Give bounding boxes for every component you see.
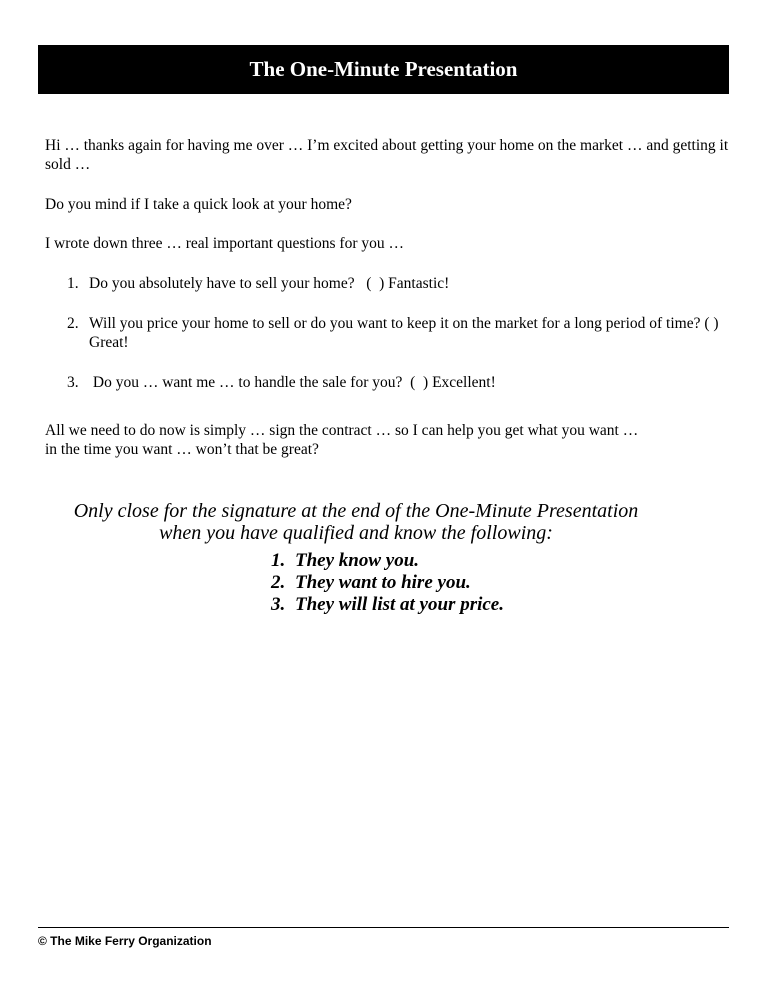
question-text: Do you … want me … to handle the sale for you? ( ) Excellent! — [89, 374, 496, 391]
page-title-bar — [38, 45, 729, 94]
note-item-number: 2. — [271, 572, 286, 593]
note-list-item — [271, 594, 504, 616]
question-text: Do you absolutely have to sell your home? ( ) Fantastic! — [89, 275, 450, 292]
question-number: 2. — [67, 315, 79, 332]
note-item-number: 3. — [271, 594, 286, 615]
note-item-text: They want to hire you. — [295, 572, 471, 593]
note-list — [271, 550, 504, 616]
note-list-item — [271, 550, 504, 572]
question-text: Will you price your home to sell or do you want to keep it on the market for a long period of time? ( ) Great! — [89, 315, 719, 351]
question-item — [67, 373, 737, 392]
note-item-text: They will list at your price. — [295, 594, 504, 615]
note-item-text: They know you. — [295, 550, 420, 571]
intro-paragraph: Hi … thanks again for having me over … I’m excited about getting your home on the market … and getting it sold … — [45, 137, 729, 173]
question-number: 3. — [67, 374, 79, 391]
questions-intro: I wrote down three … real important questions for you … — [45, 235, 404, 252]
note-list-item — [271, 572, 504, 594]
question-number: 1. — [67, 275, 79, 292]
footer-divider — [38, 927, 729, 928]
ask-paragraph: Do you mind if I take a quick look at your home? — [45, 196, 352, 213]
closing-note — [0, 500, 712, 544]
note-line-2: when you have qualified and know the following: — [159, 522, 553, 544]
note-item-number: 1. — [271, 550, 286, 571]
closing-paragraph: All we need to do now is simply … sign the contract … so I can help you get what you want … in the time you want … won’t that be great? — [45, 422, 639, 458]
question-item — [67, 274, 737, 293]
note-line-1: Only close for the signature at the end of the One-Minute Presentation — [73, 500, 639, 522]
question-item — [67, 314, 737, 352]
footer-copyright: © The Mike Ferry Organization — [38, 934, 212, 948]
page-title: The One-Minute Presentation — [249, 57, 518, 81]
